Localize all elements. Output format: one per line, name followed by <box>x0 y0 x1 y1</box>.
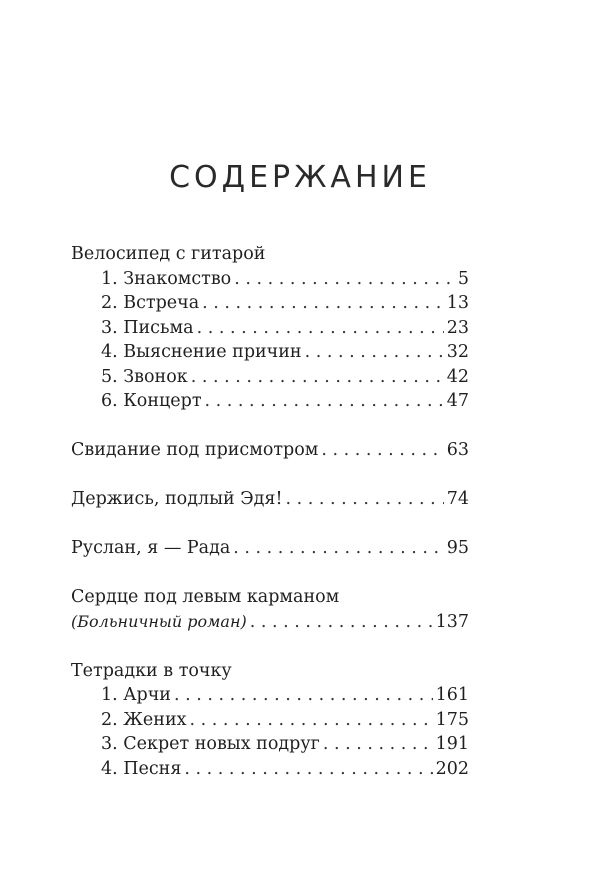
toc-section <box>71 242 469 414</box>
table-of-contents <box>71 242 469 806</box>
toc-entry[interactable] <box>71 757 469 782</box>
toc-page-number: 63 <box>446 440 469 460</box>
toc-page-number: 13 <box>446 293 469 313</box>
dot-leader <box>205 389 444 414</box>
toc-section <box>71 536 469 561</box>
toc-page-number: 175 <box>435 709 469 730</box>
toc-entry[interactable] <box>71 316 469 341</box>
toc-page-number: 202 <box>435 758 469 779</box>
toc-page-number: 137 <box>435 611 469 632</box>
dot-leader <box>323 732 433 757</box>
toc-page-number: 191 <box>435 734 469 754</box>
toc-entry[interactable] <box>71 732 469 757</box>
toc-section <box>71 585 469 634</box>
toc-entry[interactable] <box>71 267 469 292</box>
dot-leader <box>184 757 432 782</box>
dot-leader <box>189 708 432 733</box>
dot-leader <box>286 487 444 512</box>
toc-heading-label: Руслан, я — Рада <box>71 538 231 558</box>
toc-heading-label: Велосипед с гитарой <box>71 244 266 264</box>
toc-entry-label: 3. Письма <box>101 317 194 338</box>
dot-leader <box>305 340 444 365</box>
toc-page-number: 74 <box>446 489 469 509</box>
dot-leader <box>321 438 443 463</box>
toc-section <box>71 659 469 782</box>
toc-entry-label: 3. Секрет новых подруг <box>101 734 320 754</box>
toc-entry-label: 2. Жених <box>101 709 187 730</box>
dot-leader <box>250 610 433 635</box>
toc-section <box>71 438 469 463</box>
dot-leader <box>234 267 455 292</box>
toc-heading-label: Сердце под левым карманом <box>71 587 340 607</box>
toc-entry[interactable] <box>71 683 469 708</box>
toc-entry[interactable] <box>71 536 469 561</box>
dot-leader <box>174 683 433 708</box>
toc-entry[interactable] <box>71 340 469 365</box>
toc-heading-label: Тетрадки в точку <box>71 660 232 681</box>
toc-entry-label: 2. Встреча <box>101 293 200 313</box>
toc-entry-label: 5. Звонок <box>101 366 188 387</box>
toc-entry[interactable] <box>71 438 469 463</box>
toc-section-heading <box>71 585 469 610</box>
toc-page-number: 32 <box>446 342 469 362</box>
toc-section-heading <box>71 242 469 267</box>
toc-section <box>71 487 469 512</box>
toc-page-number: 95 <box>446 538 469 558</box>
toc-entry-label: 4. Песня <box>101 758 182 779</box>
toc-entry-label: 6. Концерт <box>101 391 202 411</box>
page-title: СОДЕРЖАНИЕ <box>169 160 431 195</box>
toc-page-number: 5 <box>457 268 469 289</box>
dot-leader <box>197 316 444 341</box>
toc-entry[interactable] <box>71 708 469 733</box>
toc-heading-label: Свидание под присмотром <box>71 440 319 460</box>
toc-page-number: 23 <box>446 317 469 338</box>
toc-entry-label: 1. Арчи <box>101 685 171 705</box>
toc-entry[interactable] <box>71 389 469 414</box>
toc-heading-label: Держись, подлый Эдя! <box>71 489 283 509</box>
toc-section-heading <box>71 659 469 684</box>
dot-leader <box>233 536 443 561</box>
toc-entry-label: 1. Знакомство <box>101 268 232 289</box>
toc-entry[interactable] <box>71 487 469 512</box>
toc-page-number: 161 <box>435 685 469 705</box>
toc-entry-label: 4. Выяснение причин <box>101 342 302 362</box>
toc-entry[interactable] <box>71 291 469 316</box>
dot-leader <box>191 365 444 390</box>
toc-subtitle: (Больничный роман) <box>71 611 247 631</box>
dot-leader <box>202 291 444 316</box>
toc-entry[interactable] <box>71 365 469 390</box>
toc-entry[interactable] <box>71 610 469 635</box>
toc-page-number: 47 <box>446 391 469 411</box>
toc-page-number: 42 <box>446 366 469 387</box>
